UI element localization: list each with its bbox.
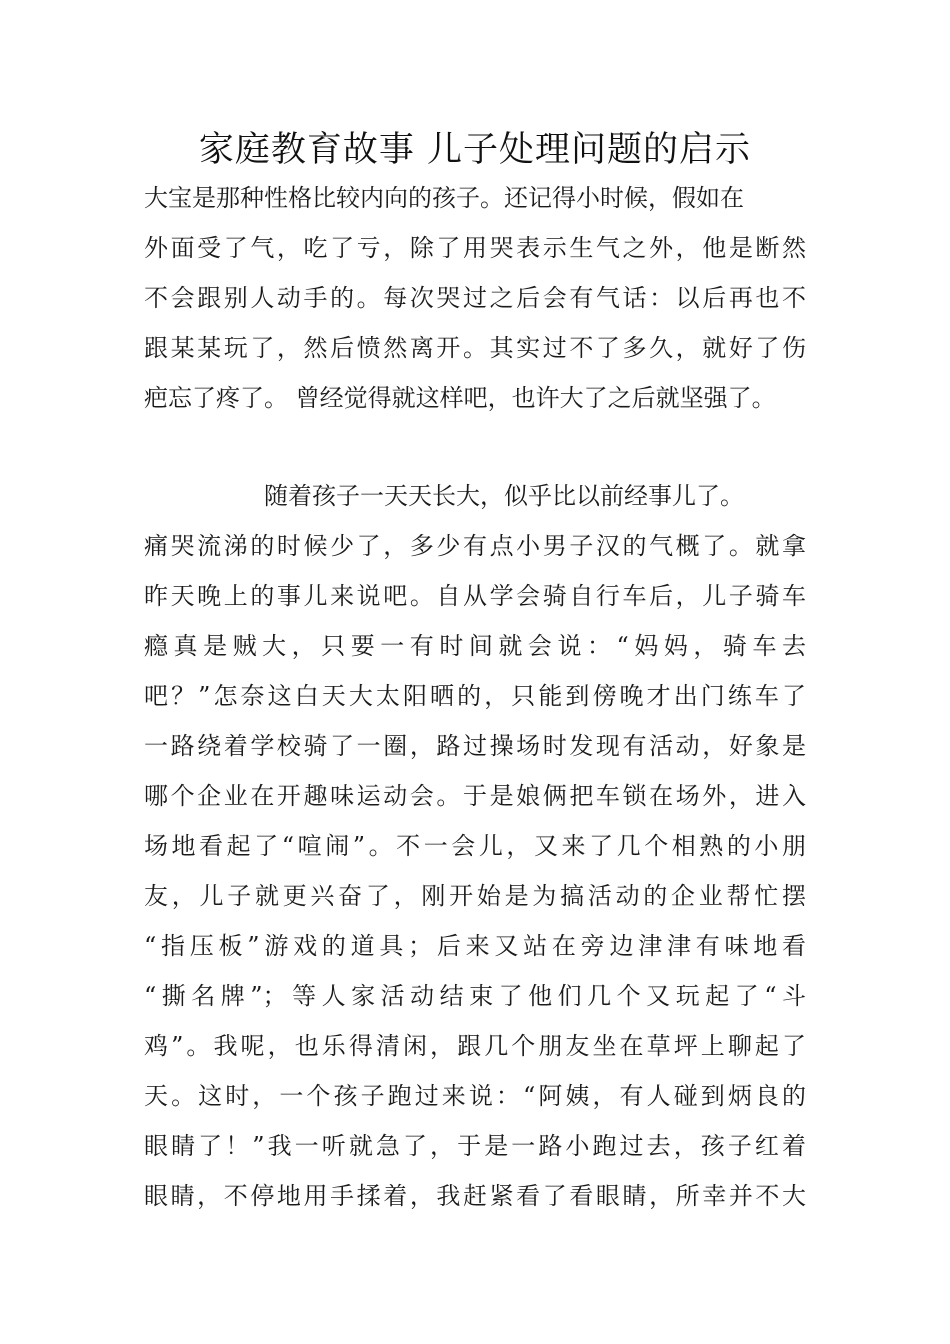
paragraph-2-line: 友，儿子就更兴奋了，刚开始是为搞活动的企业帮忙摆 xyxy=(144,882,806,910)
paragraph-2-line: 吧？”怎奈这白天大太阳晒的，只能到傍晚才出门练车了 xyxy=(144,682,806,710)
paragraph-2-line: 鸡”。我呢，也乐得清闲，跟几个朋友坐在草坪上聊起了 xyxy=(144,1032,806,1060)
paragraph-2-line: 痛哭流涕的时候少了，多少有点小男子汉的气概了。就拿 xyxy=(144,532,806,560)
paragraph-2-line: 一路绕着学校骑了一圈，路过操场时发现有活动，好象是 xyxy=(144,732,806,760)
paragraph-2-line: 昨天晚上的事儿来说吧。自从学会骑自行车后，儿子骑车 xyxy=(144,582,806,610)
document-title: 家庭教育故事 儿子处理问题的启示 xyxy=(198,130,752,170)
paragraph-1-line: 不会跟别人动手的。每次哭过之后会有气话：以后再也不 xyxy=(144,284,806,312)
paragraph-2-line: 瘾真是贼大，只要一有时间就会说：“妈妈，骑车去 xyxy=(144,632,806,660)
paragraph-2-line: “撕名牌”；等人家活动结束了他们几个又玩起了“斗 xyxy=(144,982,806,1010)
paragraph-2-line: 天。这时，一个孩子跑过来说：“阿姨，有人碰到炳良的 xyxy=(144,1082,806,1110)
paragraph-1-line: 外面受了气，吃了亏，除了用哭表示生气之外，他是断然 xyxy=(144,234,806,262)
paragraph-1-line: 疤忘了疼了。 曾经觉得就这样吧，也许大了之后就坚强了。 xyxy=(144,384,776,412)
paragraph-2-line: 眼睛了！”我一听就急了，于是一路小跑过去，孩子红着 xyxy=(144,1132,806,1160)
paragraph-2-line: 场地看起了“喧闹”。不一会儿，又来了几个相熟的小朋 xyxy=(144,832,806,860)
paragraph-1-line: 大宝是那种性格比较内向的孩子。还记得小时候，假如在 xyxy=(144,184,744,212)
paragraph-2-line: 眼睛，不停地用手揉着，我赶紧看了看眼睛，所幸并不大 xyxy=(144,1182,806,1210)
paragraph-2-line: “指压板”游戏的道具；后来又站在旁边津津有味地看 xyxy=(144,932,806,960)
paragraph-2-line: 哪个企业在开趣味运动会。于是娘俩把车锁在场外，进入 xyxy=(144,782,806,810)
paragraph-1-line: 跟某某玩了，然后愤然离开。其实过不了多久，就好了伤 xyxy=(144,334,806,362)
paragraph-2-line: 随着孩子一天天长大，似乎比以前经事儿了。 xyxy=(264,482,744,510)
